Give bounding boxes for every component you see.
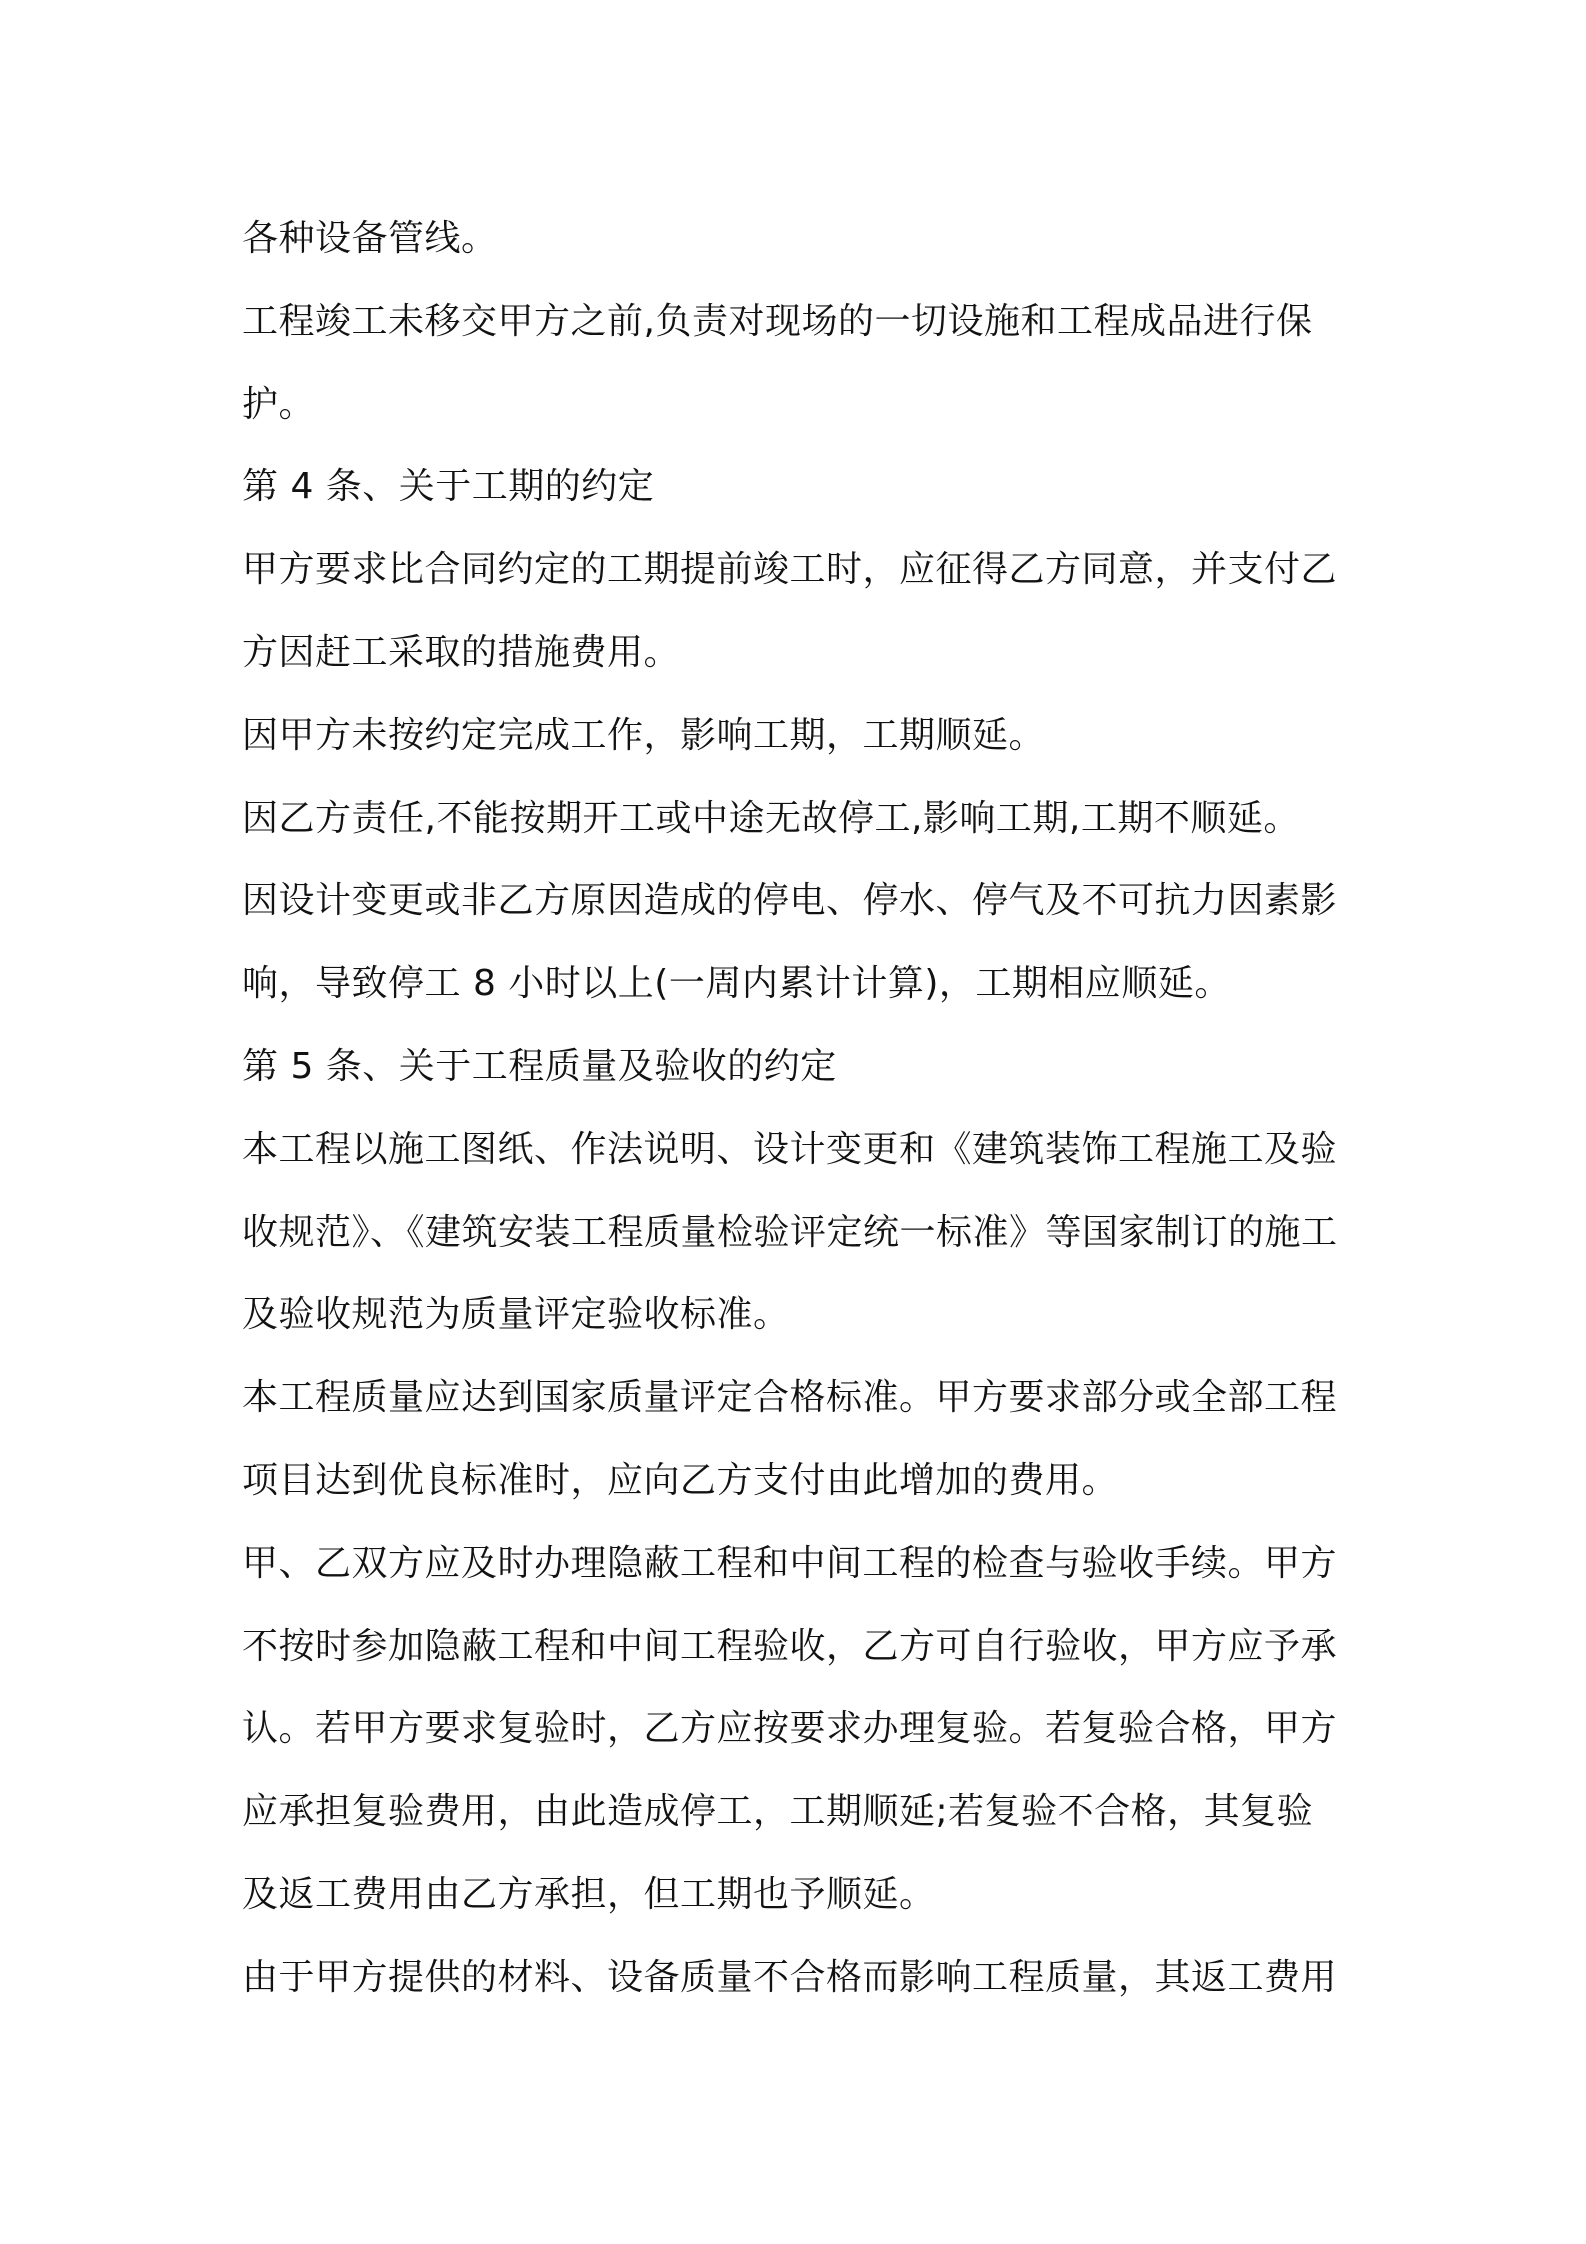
- section-heading-5: 第 5 条、关于工程质量及验收的约定: [242, 1045, 837, 1087]
- text-line: 护。: [242, 383, 316, 425]
- text-line: 因设计变更或非乙方原因造成的停电、停水、停气及不可抗力因素影: [242, 880, 1338, 922]
- text-line: 由于甲方提供的材料、设备质量不合格而影响工程质量，其返工费用: [242, 1956, 1338, 1998]
- text-line: 本工程以施工图纸、作法说明、设计变更和《建筑装饰工程施工及验: [242, 1128, 1338, 1170]
- text-line: 响，导致停工 8 小时以上(一周内累计计算)，工期相应顺延。: [242, 963, 1231, 1005]
- text-line: 各种设备管线。: [242, 218, 498, 259]
- text-line: 甲方要求比合同约定的工期提前竣工时，应征得乙方同意，并支付乙: [242, 549, 1338, 591]
- text-line: 项目达到优良标准时，应向乙方支付由此增加的费用。: [242, 1459, 1119, 1501]
- text-line: 不按时参加隐蔽工程和中间工程验收，乙方可自行验收，甲方应予承: [242, 1625, 1338, 1667]
- text-line: 及返工费用由乙方承担，但工期也予顺延。: [242, 1873, 936, 1915]
- text-line: 收规范》、《建筑安装工程质量检验评定统一标准》等国家制订的施工: [242, 1211, 1338, 1253]
- text-line: 应承担复验费用，由此造成停工，工期顺延;若复验不合格，其复验: [242, 1791, 1314, 1833]
- text-line: 因乙方责任,不能按期开工或中途无故停工,影响工期,工期不顺延。: [242, 797, 1300, 839]
- text-line: 工程竣工未移交甲方之前,负责对现场的一切设施和工程成品进行保: [242, 300, 1313, 342]
- section-heading-4: 第 4 条、关于工期的约定: [242, 466, 655, 508]
- text-line: 本工程质量应达到国家质量评定合格标准。甲方要求部分或全部工程: [242, 1377, 1338, 1419]
- text-line: 及验收规范为质量评定验收标准。: [242, 1294, 790, 1336]
- document-page: [242, 198, 1362, 2020]
- text-line: 方因赶工采取的措施费用。: [242, 631, 681, 673]
- text-line: 因甲方未按约定完成工作，影响工期，工期顺延。: [242, 714, 1046, 756]
- text-line: 认。若甲方要求复验时，乙方应按要求办理复验。若复验合格，甲方: [242, 1708, 1338, 1750]
- text-line: 甲、乙双方应及时办理隐蔽工程和中间工程的检查与验收手续。甲方: [242, 1542, 1338, 1584]
